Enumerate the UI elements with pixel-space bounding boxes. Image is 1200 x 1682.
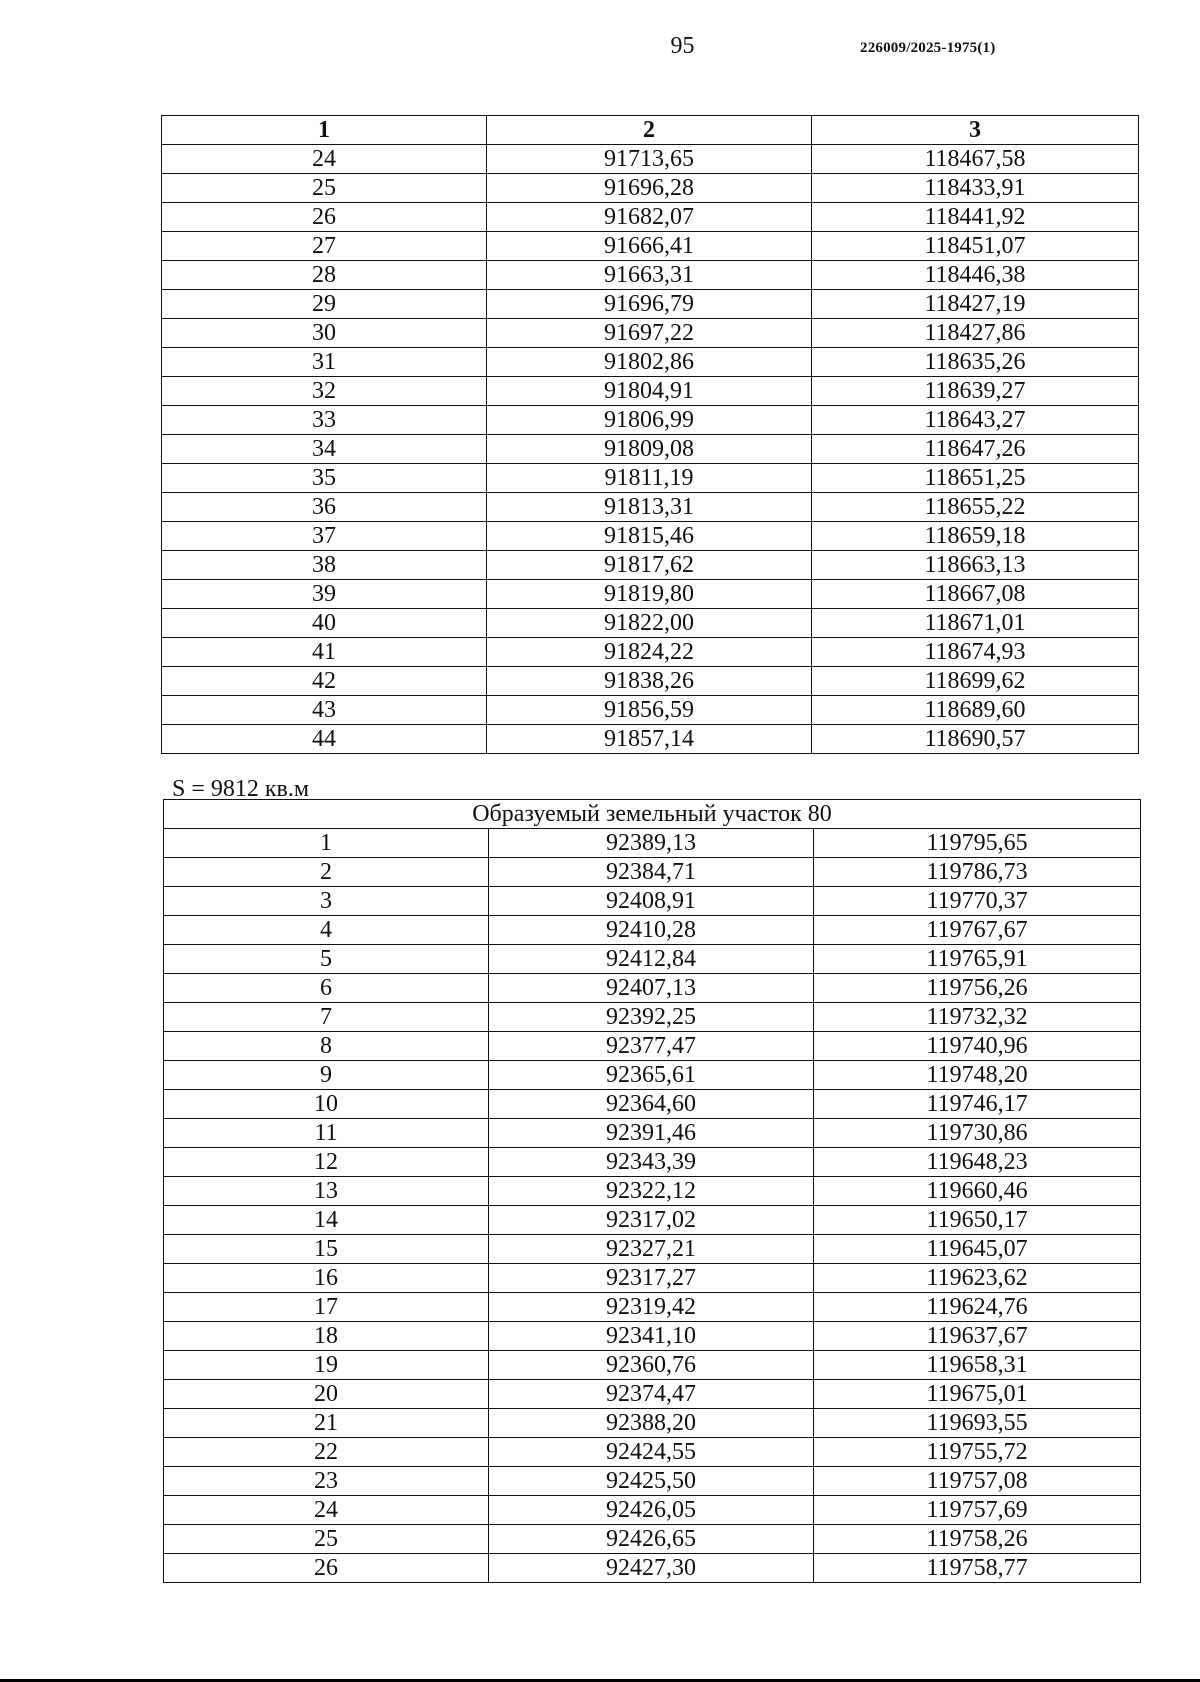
area-value: S = 9812 кв.м bbox=[172, 776, 310, 802]
table-row bbox=[164, 1380, 1141, 1409]
x-coordinate-cell: 91856,59 bbox=[487, 696, 812, 725]
y-coordinate-cell: 119637,67 bbox=[814, 1322, 1141, 1351]
point-number-cell: 42 bbox=[162, 667, 487, 696]
y-coordinate-cell: 119748,20 bbox=[814, 1061, 1141, 1090]
point-number-cell: 25 bbox=[162, 174, 487, 203]
y-coordinate-cell: 119650,17 bbox=[814, 1206, 1141, 1235]
table-row bbox=[162, 464, 1139, 493]
column-header-x: 2 bbox=[487, 116, 812, 145]
point-number-cell: 37 bbox=[162, 522, 487, 551]
table-row bbox=[162, 319, 1139, 348]
table-row bbox=[164, 1119, 1141, 1148]
point-number-cell: 41 bbox=[162, 638, 487, 667]
point-number-cell: 15 bbox=[164, 1235, 489, 1264]
table-row bbox=[162, 290, 1139, 319]
point-number-cell: 20 bbox=[164, 1380, 489, 1409]
table-row bbox=[164, 1235, 1141, 1264]
point-number-cell: 16 bbox=[164, 1264, 489, 1293]
y-coordinate-cell: 119795,65 bbox=[814, 829, 1141, 858]
table-row bbox=[164, 974, 1141, 1003]
y-coordinate-cell: 118427,19 bbox=[812, 290, 1139, 319]
y-coordinate-cell: 118639,27 bbox=[812, 377, 1139, 406]
point-number-cell: 1 bbox=[164, 829, 489, 858]
y-coordinate-cell: 119770,37 bbox=[814, 887, 1141, 916]
table-row bbox=[164, 887, 1141, 916]
y-coordinate-cell: 119740,96 bbox=[814, 1032, 1141, 1061]
point-number-cell: 21 bbox=[164, 1409, 489, 1438]
table-row bbox=[164, 1206, 1141, 1235]
x-coordinate-cell: 92391,46 bbox=[489, 1119, 814, 1148]
x-coordinate-cell: 91696,28 bbox=[487, 174, 812, 203]
x-coordinate-cell: 92365,61 bbox=[489, 1061, 814, 1090]
table-row bbox=[162, 377, 1139, 406]
table-row bbox=[162, 145, 1139, 174]
y-coordinate-cell: 119658,31 bbox=[814, 1351, 1141, 1380]
y-coordinate-cell: 119624,76 bbox=[814, 1293, 1141, 1322]
y-coordinate-cell: 118699,62 bbox=[812, 667, 1139, 696]
point-number-cell: 13 bbox=[164, 1177, 489, 1206]
table-row bbox=[162, 174, 1139, 203]
point-number-cell: 11 bbox=[164, 1119, 489, 1148]
x-coordinate-cell: 91857,14 bbox=[487, 725, 812, 754]
table-row bbox=[164, 1032, 1141, 1061]
x-coordinate-cell: 92317,27 bbox=[489, 1264, 814, 1293]
point-number-cell: 14 bbox=[164, 1206, 489, 1235]
point-number-cell: 2 bbox=[164, 858, 489, 887]
table-row bbox=[164, 1177, 1141, 1206]
table-row bbox=[162, 203, 1139, 232]
x-coordinate-cell: 92427,30 bbox=[489, 1554, 814, 1583]
x-coordinate-cell: 92374,47 bbox=[489, 1380, 814, 1409]
plot-title: Образуемый земельный участок 80 bbox=[164, 800, 1141, 829]
x-coordinate-cell: 91804,91 bbox=[487, 377, 812, 406]
point-number-cell: 24 bbox=[162, 145, 487, 174]
y-coordinate-cell: 118659,18 bbox=[812, 522, 1139, 551]
point-number-cell: 26 bbox=[162, 203, 487, 232]
coordinates-table-continued bbox=[161, 115, 1139, 754]
y-coordinate-cell: 119758,77 bbox=[814, 1554, 1141, 1583]
point-number-cell: 3 bbox=[164, 887, 489, 916]
y-coordinate-cell: 118647,26 bbox=[812, 435, 1139, 464]
plot-title-row bbox=[164, 800, 1141, 829]
point-number-cell: 32 bbox=[162, 377, 487, 406]
x-coordinate-cell: 92377,47 bbox=[489, 1032, 814, 1061]
x-coordinate-cell: 91824,22 bbox=[487, 638, 812, 667]
point-number-cell: 18 bbox=[164, 1322, 489, 1351]
x-coordinate-cell: 92412,84 bbox=[489, 945, 814, 974]
table-row bbox=[164, 1525, 1141, 1554]
page-number: 95 bbox=[670, 33, 695, 59]
point-number-cell: 12 bbox=[164, 1148, 489, 1177]
table-row bbox=[162, 609, 1139, 638]
table-row bbox=[164, 1322, 1141, 1351]
x-coordinate-cell: 91696,79 bbox=[487, 290, 812, 319]
y-coordinate-cell: 118689,60 bbox=[812, 696, 1139, 725]
y-coordinate-cell: 119645,07 bbox=[814, 1235, 1141, 1264]
x-coordinate-cell: 92319,42 bbox=[489, 1293, 814, 1322]
x-coordinate-cell: 92424,55 bbox=[489, 1438, 814, 1467]
point-number-cell: 26 bbox=[164, 1554, 489, 1583]
point-number-cell: 24 bbox=[164, 1496, 489, 1525]
y-coordinate-cell: 118433,91 bbox=[812, 174, 1139, 203]
x-coordinate-cell: 92317,02 bbox=[489, 1206, 814, 1235]
x-coordinate-cell: 92425,50 bbox=[489, 1467, 814, 1496]
column-header-y: 3 bbox=[812, 116, 1139, 145]
y-coordinate-cell: 118643,27 bbox=[812, 406, 1139, 435]
table-row bbox=[162, 232, 1139, 261]
y-coordinate-cell: 118667,08 bbox=[812, 580, 1139, 609]
x-coordinate-cell: 92360,76 bbox=[489, 1351, 814, 1380]
table-row bbox=[164, 1351, 1141, 1380]
y-coordinate-cell: 118663,13 bbox=[812, 551, 1139, 580]
x-coordinate-cell: 91811,19 bbox=[487, 464, 812, 493]
x-coordinate-cell: 91838,26 bbox=[487, 667, 812, 696]
document-code: 226009/2025-1975(1) bbox=[860, 40, 996, 56]
table-row bbox=[162, 667, 1139, 696]
point-number-cell: 35 bbox=[162, 464, 487, 493]
table-row bbox=[162, 638, 1139, 667]
point-number-cell: 29 bbox=[162, 290, 487, 319]
y-coordinate-cell: 119758,26 bbox=[814, 1525, 1141, 1554]
x-coordinate-cell: 91663,31 bbox=[487, 261, 812, 290]
x-coordinate-cell: 92327,21 bbox=[489, 1235, 814, 1264]
x-coordinate-cell: 92343,39 bbox=[489, 1148, 814, 1177]
column-header-point-number: 1 bbox=[162, 116, 487, 145]
x-coordinate-cell: 91822,00 bbox=[487, 609, 812, 638]
y-coordinate-cell: 119660,46 bbox=[814, 1177, 1141, 1206]
table-row bbox=[162, 493, 1139, 522]
table-row bbox=[164, 945, 1141, 974]
x-coordinate-cell: 91666,41 bbox=[487, 232, 812, 261]
x-coordinate-cell: 91815,46 bbox=[487, 522, 812, 551]
point-number-cell: 30 bbox=[162, 319, 487, 348]
x-coordinate-cell: 91802,86 bbox=[487, 348, 812, 377]
point-number-cell: 38 bbox=[162, 551, 487, 580]
x-coordinate-cell: 91806,99 bbox=[487, 406, 812, 435]
y-coordinate-cell: 118441,92 bbox=[812, 203, 1139, 232]
x-coordinate-cell: 92426,05 bbox=[489, 1496, 814, 1525]
point-number-cell: 5 bbox=[164, 945, 489, 974]
x-coordinate-cell: 92426,65 bbox=[489, 1525, 814, 1554]
table-row bbox=[164, 1554, 1141, 1583]
y-coordinate-cell: 119732,32 bbox=[814, 1003, 1141, 1032]
table-header-row bbox=[162, 116, 1139, 145]
y-coordinate-cell: 118467,58 bbox=[812, 145, 1139, 174]
point-number-cell: 8 bbox=[164, 1032, 489, 1061]
point-number-cell: 33 bbox=[162, 406, 487, 435]
point-number-cell: 43 bbox=[162, 696, 487, 725]
x-coordinate-cell: 91697,22 bbox=[487, 319, 812, 348]
y-coordinate-cell: 118446,38 bbox=[812, 261, 1139, 290]
y-coordinate-cell: 119786,73 bbox=[814, 858, 1141, 887]
table-row bbox=[162, 406, 1139, 435]
x-coordinate-cell: 92410,28 bbox=[489, 916, 814, 945]
y-coordinate-cell: 119648,23 bbox=[814, 1148, 1141, 1177]
y-coordinate-cell: 118690,57 bbox=[812, 725, 1139, 754]
x-coordinate-cell: 92389,13 bbox=[489, 829, 814, 858]
point-number-cell: 23 bbox=[164, 1467, 489, 1496]
table-row bbox=[164, 1061, 1141, 1090]
point-number-cell: 25 bbox=[164, 1525, 489, 1554]
y-coordinate-cell: 119765,91 bbox=[814, 945, 1141, 974]
y-coordinate-cell: 119755,72 bbox=[814, 1438, 1141, 1467]
x-coordinate-cell: 92322,12 bbox=[489, 1177, 814, 1206]
table-row bbox=[162, 522, 1139, 551]
y-coordinate-cell: 118451,07 bbox=[812, 232, 1139, 261]
point-number-cell: 39 bbox=[162, 580, 487, 609]
y-coordinate-cell: 119675,01 bbox=[814, 1380, 1141, 1409]
x-coordinate-cell: 91813,31 bbox=[487, 493, 812, 522]
y-coordinate-cell: 119767,67 bbox=[814, 916, 1141, 945]
point-number-cell: 27 bbox=[162, 232, 487, 261]
y-coordinate-cell: 118655,22 bbox=[812, 493, 1139, 522]
point-number-cell: 40 bbox=[162, 609, 487, 638]
point-number-cell: 19 bbox=[164, 1351, 489, 1380]
point-number-cell: 6 bbox=[164, 974, 489, 1003]
table-row bbox=[164, 1496, 1141, 1525]
point-number-cell: 7 bbox=[164, 1003, 489, 1032]
table-row bbox=[164, 829, 1141, 858]
x-coordinate-cell: 92364,60 bbox=[489, 1090, 814, 1119]
y-coordinate-cell: 118674,93 bbox=[812, 638, 1139, 667]
y-coordinate-cell: 119623,62 bbox=[814, 1264, 1141, 1293]
y-coordinate-cell: 118651,25 bbox=[812, 464, 1139, 493]
y-coordinate-cell: 119757,08 bbox=[814, 1467, 1141, 1496]
x-coordinate-cell: 92341,10 bbox=[489, 1322, 814, 1351]
point-number-cell: 31 bbox=[162, 348, 487, 377]
point-number-cell: 4 bbox=[164, 916, 489, 945]
x-coordinate-cell: 92392,25 bbox=[489, 1003, 814, 1032]
y-coordinate-cell: 118427,86 bbox=[812, 319, 1139, 348]
table-row bbox=[162, 348, 1139, 377]
x-coordinate-cell: 91817,62 bbox=[487, 551, 812, 580]
y-coordinate-cell: 119730,86 bbox=[814, 1119, 1141, 1148]
table-row bbox=[164, 1264, 1141, 1293]
table-row bbox=[164, 916, 1141, 945]
point-number-cell: 9 bbox=[164, 1061, 489, 1090]
table-row bbox=[162, 580, 1139, 609]
x-coordinate-cell: 91682,07 bbox=[487, 203, 812, 232]
table-row bbox=[164, 858, 1141, 887]
table-row bbox=[162, 551, 1139, 580]
table-row bbox=[162, 696, 1139, 725]
table-row bbox=[164, 1438, 1141, 1467]
point-number-cell: 44 bbox=[162, 725, 487, 754]
point-number-cell: 34 bbox=[162, 435, 487, 464]
table-row bbox=[164, 1409, 1141, 1438]
table-row bbox=[162, 435, 1139, 464]
x-coordinate-cell: 92408,91 bbox=[489, 887, 814, 916]
x-coordinate-cell: 92407,13 bbox=[489, 974, 814, 1003]
table-row bbox=[164, 1090, 1141, 1119]
table-row bbox=[162, 725, 1139, 754]
point-number-cell: 17 bbox=[164, 1293, 489, 1322]
y-coordinate-cell: 119757,69 bbox=[814, 1496, 1141, 1525]
x-coordinate-cell: 92388,20 bbox=[489, 1409, 814, 1438]
table-row bbox=[164, 1293, 1141, 1322]
y-coordinate-cell: 118635,26 bbox=[812, 348, 1139, 377]
point-number-cell: 22 bbox=[164, 1438, 489, 1467]
point-number-cell: 36 bbox=[162, 493, 487, 522]
coordinates-table-plot bbox=[163, 799, 1141, 1583]
table-row bbox=[164, 1003, 1141, 1032]
x-coordinate-cell: 92384,71 bbox=[489, 858, 814, 887]
table-row bbox=[164, 1467, 1141, 1496]
table-row bbox=[162, 261, 1139, 290]
point-number-cell: 10 bbox=[164, 1090, 489, 1119]
y-coordinate-cell: 119756,26 bbox=[814, 974, 1141, 1003]
x-coordinate-cell: 91713,65 bbox=[487, 145, 812, 174]
y-coordinate-cell: 119693,55 bbox=[814, 1409, 1141, 1438]
x-coordinate-cell: 91809,08 bbox=[487, 435, 812, 464]
x-coordinate-cell: 91819,80 bbox=[487, 580, 812, 609]
table-row bbox=[164, 1148, 1141, 1177]
y-coordinate-cell: 119746,17 bbox=[814, 1090, 1141, 1119]
y-coordinate-cell: 118671,01 bbox=[812, 609, 1139, 638]
point-number-cell: 28 bbox=[162, 261, 487, 290]
